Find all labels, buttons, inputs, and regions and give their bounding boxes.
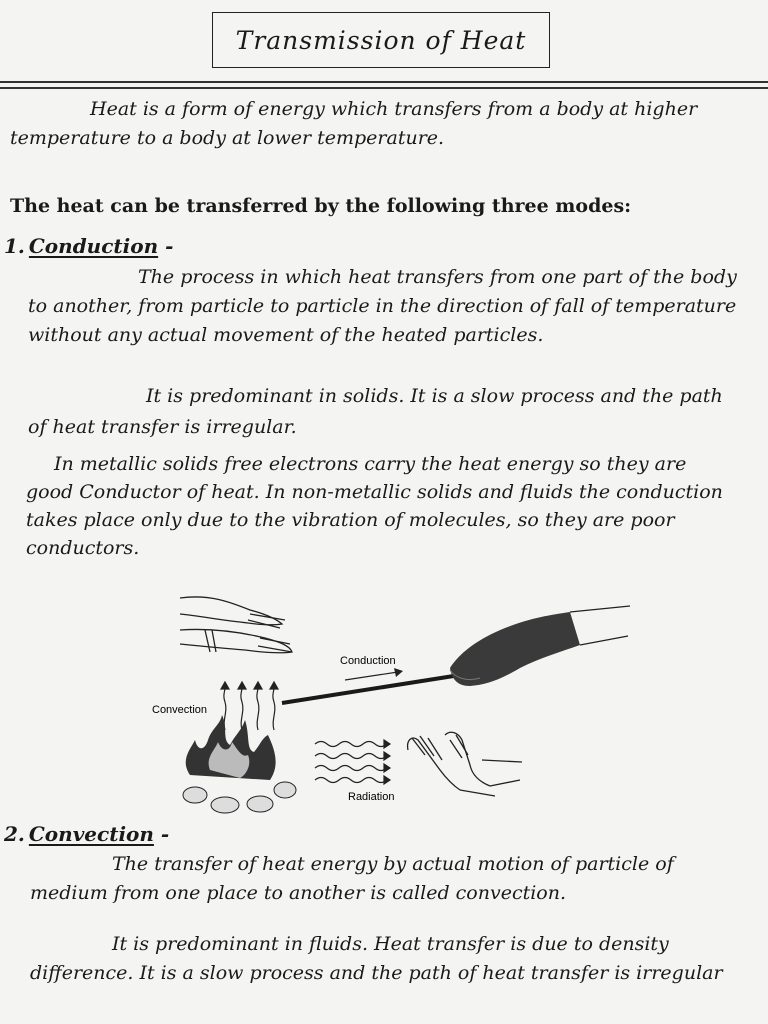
gloved-hand-icon <box>450 606 630 686</box>
section-title: Convection <box>28 822 154 846</box>
fire-icon <box>183 715 296 813</box>
radiation-waves-icon <box>315 740 390 784</box>
radiation-label: Radiation <box>348 791 395 803</box>
conduction-arrow-icon <box>345 668 403 680</box>
conduction-paragraph-3: In metallic solids free electrons carry the heat energy so they are good Conductor of heat. In non-metallic solids and fluids the conduction takes place only due to the vibration of molecules, so they are poor conductors. <box>26 453 723 559</box>
convection-label: Convection <box>152 704 208 716</box>
conduction-label: Conduction <box>340 655 396 667</box>
title-divider-bottom <box>0 87 768 89</box>
section-heading-convection <box>4 822 169 846</box>
title-divider-top <box>0 81 768 83</box>
section-dash: - <box>160 822 170 846</box>
section-number: 2. <box>4 822 25 846</box>
warming-hands-icon <box>408 732 522 796</box>
convection-paragraph-2: It is predominant in fluids. Heat transfer is due to density difference. It is a slow process and the path of heat transfer is irregular <box>30 933 723 984</box>
intro-paragraph: Heat is a form of energy which transfers from a body at higher temperature to a body at lower temperature. <box>10 98 698 149</box>
heat-transfer-diagram <box>150 590 640 815</box>
conduction-paragraph-2: It is predominant in solids. It is a slow process and the path of heat transfer is irregular. <box>28 385 723 438</box>
section-number: 1. <box>4 234 25 258</box>
page-title: Transmission of Heat <box>212 12 550 68</box>
convection-arrows-icon <box>221 682 278 730</box>
conduction-paragraph-1: The process in which heat transfers from one part of the body to another, from particle to particle in the direction of fall of temperature without any actual movement of the heated particles. <box>28 266 737 346</box>
modes-line: The heat can be transferred by the following three modes: <box>10 195 632 217</box>
section-title: Conduction <box>28 234 159 258</box>
convection-paragraph-1: The transfer of heat energy by actual motion of particle of medium from one place to another is called convection. <box>30 853 674 904</box>
section-heading-conduction <box>4 234 173 258</box>
metal-rod-icon <box>282 675 460 703</box>
section-dash: - <box>165 234 174 258</box>
hands-above-icon <box>180 597 292 653</box>
